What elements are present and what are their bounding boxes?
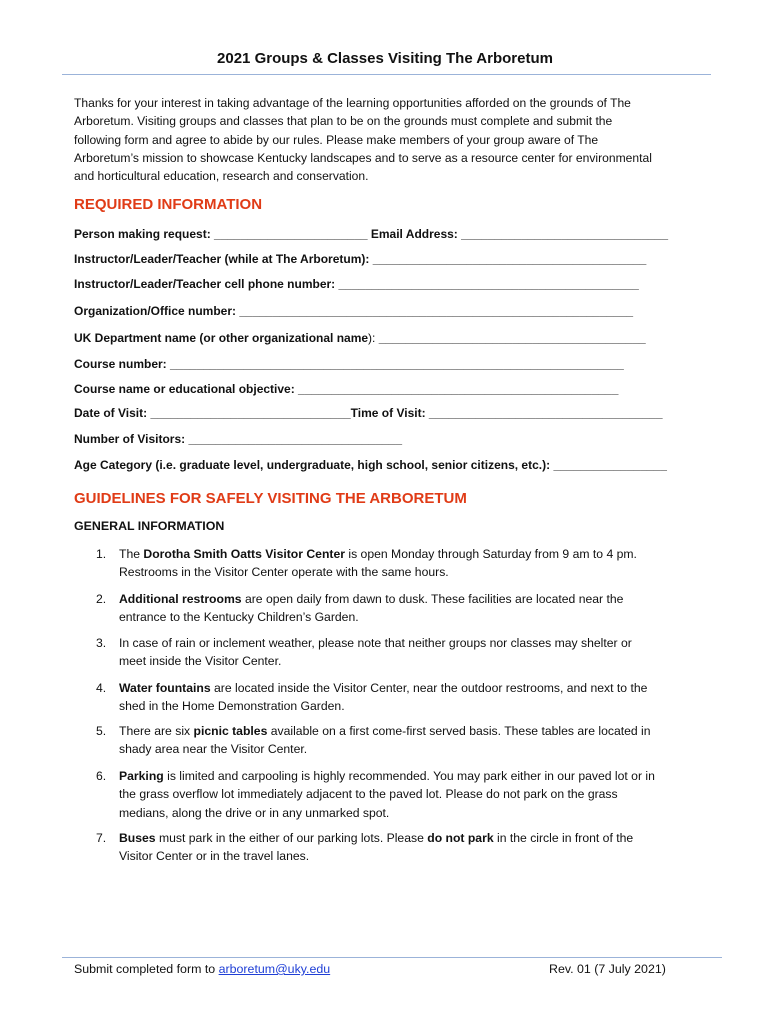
guideline-number: 2.: [96, 592, 107, 606]
guideline-bold-text: Dorotha Smith Oatts Visitor Center: [143, 547, 345, 561]
field-number-visitors[interactable]: Number of Visitors: ________________________________: [74, 432, 403, 446]
guideline-item: [96, 590, 696, 627]
email-link[interactable]: arboretum@uky.edu: [218, 962, 331, 976]
guideline-bold-text: Water fountains: [119, 681, 211, 695]
intro-paragraph: [74, 94, 684, 185]
field-uk-department-paren: ):: [368, 331, 376, 345]
guideline-line: [119, 608, 696, 626]
guideline-line: [119, 545, 696, 563]
guideline-number: 5.: [96, 724, 107, 738]
guideline-plain-text: are open daily from dawn to dusk. These facilities are located near the: [241, 592, 624, 606]
guideline-line: [119, 722, 696, 740]
guideline-line: [119, 679, 696, 697]
guideline-plain-text: entrance to the Kentucky Children’s Garden.: [119, 610, 359, 625]
guideline-number: 1.: [96, 547, 107, 561]
footer-revision: Rev. 01 (7 July 2021): [549, 962, 666, 976]
intro-line: Thanks for your interest in taking advantage of the learning opportunities afforded on the grounds of The: [74, 96, 631, 110]
footer-divider: [62, 957, 722, 958]
field-date-time[interactable]: Date of Visit: ______________________________Time of Visit: ___________________________________: [74, 406, 663, 420]
field-course-number[interactable]: Course number: ____________________________________________________________________: [74, 357, 624, 371]
guideline-bold-text: Parking: [119, 769, 164, 783]
guideline-text: [119, 722, 696, 759]
footer-submit-text: Submit completed form to: [74, 962, 219, 976]
guideline-line: [119, 767, 696, 785]
guideline-bold-text: do not park: [427, 831, 494, 845]
field-instructor-phone[interactable]: Instructor/Leader/Teacher cell phone number: _____________________________________________: [74, 277, 639, 291]
guideline-plain-text: must park in the either of our parking lots. Please: [155, 831, 428, 845]
guideline-number: 4.: [96, 681, 107, 695]
guideline-text: [119, 590, 696, 627]
guideline-plain-text: is limited and carpooling is highly recommended. You may park either in our paved lot or in: [163, 769, 655, 783]
guideline-bold-text: Buses: [119, 831, 156, 845]
guideline-plain-text: In case of rain or inclement weather, please note that neither groups nor classes may shelter or: [119, 636, 632, 650]
guideline-text: [119, 634, 696, 671]
guideline-item: [96, 829, 696, 866]
intro-line: Arboretum’s mission to showcase Kentucky landscapes and to serve as a resource center for environmental: [74, 150, 652, 165]
guideline-item: [96, 545, 696, 582]
required-info-heading: REQUIRED INFORMATION: [74, 196, 263, 213]
guideline-text: [119, 679, 696, 716]
guideline-line: [119, 652, 696, 670]
guideline-plain-text: The: [119, 547, 144, 561]
guideline-text: [119, 767, 696, 822]
guideline-plain-text: Restrooms in the Visitor Center operate with the same hours.: [119, 565, 449, 580]
guideline-line: [119, 740, 696, 758]
guideline-line: [119, 563, 696, 581]
guideline-text: [119, 829, 696, 866]
field-uk-department-label: UK Department name (or other organizational name: [74, 331, 369, 345]
guideline-plain-text: available on a first come-first served basis. These tables are located in: [267, 724, 651, 738]
field-age-category[interactable]: Age Category (i.e. graduate level, undergraduate, high school, senior citizens, etc.): _________________: [74, 458, 667, 472]
footer-submit: [74, 962, 330, 976]
general-info-subheading: GENERAL INFORMATION: [74, 519, 225, 533]
guideline-number: 7.: [96, 831, 107, 845]
guidelines-heading: GUIDELINES FOR SAFELY VISITING THE ARBORETUM: [74, 490, 467, 507]
guideline-number: 6.: [96, 769, 107, 783]
guideline-bold-text: Additional restrooms: [119, 592, 242, 606]
field-instructor[interactable]: Instructor/Leader/Teacher (while at The Arboretum): _________________________________________: [74, 252, 647, 266]
guideline-plain-text: in the circle in front of the: [493, 831, 634, 845]
field-person-email[interactable]: Person making request: _______________________ Email Address: _______________________________: [74, 227, 669, 241]
intro-line: Arboretum. Visiting groups and classes that plan to be on the grounds must complete and submit the: [74, 114, 613, 129]
intro-line: and horticultural education, research and conservation.: [74, 169, 369, 184]
guideline-item: [96, 767, 696, 822]
guideline-plain-text: medians, along the drive or in any unmarked spot.: [119, 805, 390, 820]
guideline-plain-text: Visitor Center or in the travel lanes.: [119, 849, 310, 864]
guideline-line: [119, 847, 696, 865]
guideline-plain-text: is open Monday through Saturday from 9 am to 4 pm.: [344, 547, 637, 561]
guideline-text: [119, 545, 696, 582]
field-organization-office[interactable]: Organization/Office number: ___________________________________________________________: [74, 304, 634, 318]
guideline-plain-text: meet inside the Visitor Center.: [119, 654, 282, 669]
guideline-line: [119, 785, 696, 803]
guideline-item: [96, 722, 696, 759]
guideline-line: [119, 804, 696, 822]
guideline-plain-text: There are six: [119, 724, 194, 738]
field-uk-department-line: ________________________________________: [375, 331, 646, 345]
guideline-plain-text: shady area near the Visitor Center.: [119, 742, 308, 757]
guideline-line: [119, 697, 696, 715]
guideline-item: [96, 634, 696, 671]
title-divider: [62, 74, 711, 75]
guideline-bold-text: picnic tables: [193, 724, 268, 738]
guideline-plain-text: are located inside the Visitor Center, near the outdoor restrooms, and next to the: [210, 681, 648, 695]
guideline-number: 3.: [96, 636, 107, 650]
guideline-plain-text: the grass overflow lot immediately adjacent to the paved lot. Please do not park on the grass: [119, 787, 618, 802]
intro-line: following form and agree to abide by our rules. Please make members of your group aware of The: [74, 132, 599, 147]
field-course-name[interactable]: Course name or educational objective: ________________________________________________: [74, 382, 619, 396]
guideline-line: [119, 634, 696, 652]
page-title: 2021 Groups & Classes Visiting The Arboretum: [217, 50, 553, 67]
field-uk-department[interactable]: [74, 331, 694, 345]
guideline-line: [119, 590, 696, 608]
guideline-line: [119, 829, 696, 847]
guideline-item: [96, 679, 696, 716]
guideline-plain-text: shed in the Home Demonstration Garden.: [119, 699, 345, 714]
